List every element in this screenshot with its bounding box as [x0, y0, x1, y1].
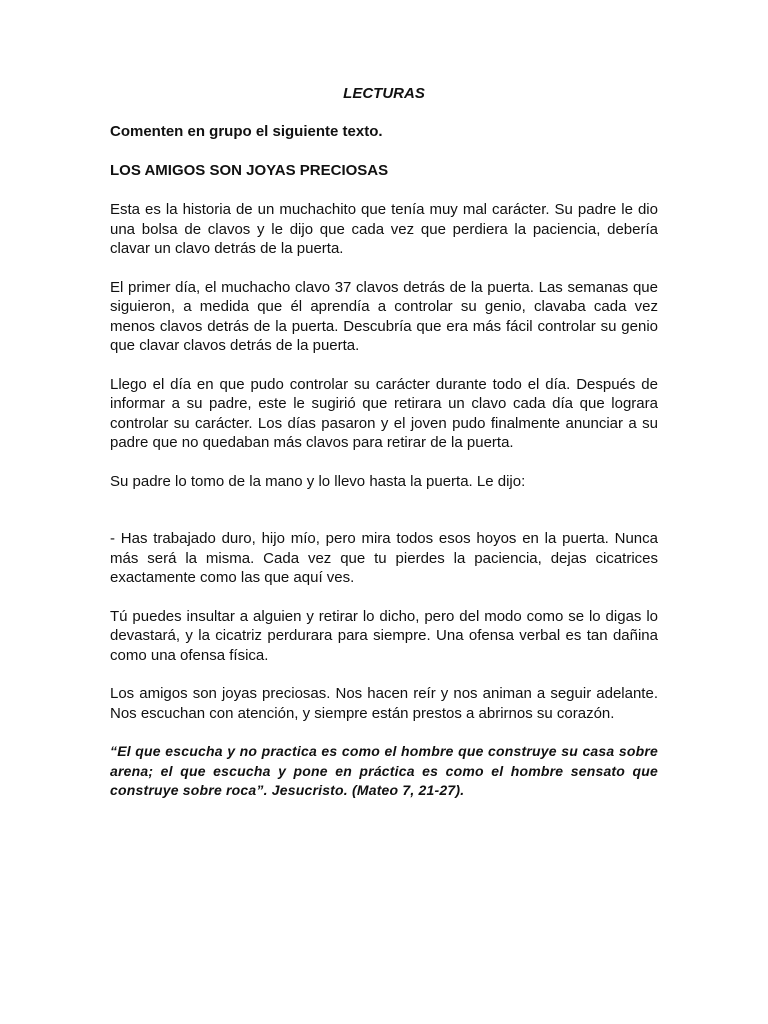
paragraph: - Has trabajado duro, hijo mío, pero mira todos esos hoyos en la puerta. Nunca más será la misma. Cada vez que tu pierdes la paciencia, dejas cicatrices exactamente como las que aquí ves.: [110, 530, 658, 586]
story-title: LOS AMIGOS SON JOYAS PRECIOSAS: [110, 162, 389, 179]
document-body: [110, 84, 658, 801]
paragraph: Llego el día en que pudo controlar su carácter durante todo el día. Después de informar a su padre, este le sugirió que retirara un clavo cada día que lograra controlar su carácter. Los días pasaron y el joven pudo finalmente anunciar a su padre que no quedaban más clavos para retirar de la puerta.: [110, 375, 658, 451]
closing-quote: “El que escucha y no practica es como el hombre que construye su casa sobre arena; el que escucha y pone en práctica es como el hombre sensato que construye sobre roca”. Jesucristo. (Mateo 7, 21-27).: [110, 743, 658, 798]
paragraph: Su padre lo tomo de la mano y lo llevo hasta la puerta. Le dijo:: [110, 472, 526, 490]
paragraph: Los amigos son joyas preciosas. Nos hacen reír y nos animan a seguir adelante. Nos escuchan con atención, y siempre están prestos a abrirnos su corazón.: [110, 685, 658, 722]
paragraph: Esta es la historia de un muchachito que tenía muy mal carácter. Su padre le dio una bolsa de clavos y le dijo que cada vez que perdiera la paciencia, debería clavar un clavo detrás de la puerta.: [110, 201, 658, 257]
paragraph: Tú puedes insultar a alguien y retirar lo dicho, pero del modo como se lo digas lo devastará, y la cicatriz perdurara para siempre. Una ofensa verbal es tan dañina como una ofensa física.: [110, 607, 658, 664]
paragraph: El primer día, el muchacho clavo 37 clavos detrás de la puerta. Las semanas que siguieron, a medida que él aprendía a controlar su genio, clavaba cada vez menos clavos detrás de la puerta. Descubría que era más fácil controlar su genio que clavar clavos detrás de la puerta.: [110, 278, 658, 354]
instruction-text: Comenten en grupo el siguiente texto.: [110, 123, 383, 140]
document-title: LECTURAS: [343, 85, 425, 102]
